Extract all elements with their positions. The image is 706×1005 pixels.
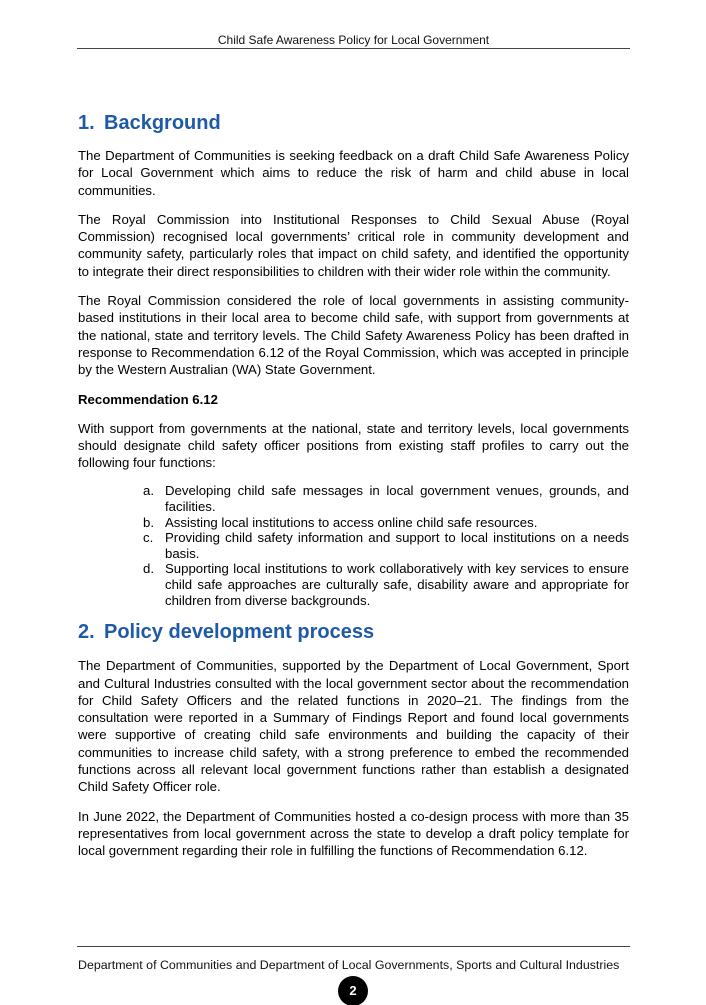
section-number: 2. <box>78 621 95 644</box>
paragraph: The Royal Commission considered the role of local governments in assisting community-based institutions in their local area to become child safe, with support from governments at the national, state and territory levels. The Child Safety Awareness Policy has been drafted in response to Recommendation 6.12 of the Royal Commission, which was accepted in principle by the Western Australian (WA) State Government. <box>78 293 629 378</box>
recommendation-heading: Recommendation 6.12 <box>78 391 218 407</box>
list-marker: d. <box>143 561 154 577</box>
list-item-text: Supporting local institutions to work collaboratively with key services to ensure child safe approaches are culturally safe, disability aware and appropriate for children from diverse backgrounds. <box>165 561 629 608</box>
running-header: Child Safe Awareness Policy for Local Government <box>217 33 490 47</box>
section-number: 1. <box>78 112 95 134</box>
paragraph: The Department of Communities is seeking feedback on a draft Child Safe Awareness Policy for Local Government which aims to reduce the risk of harm and child abuse in local communities. <box>78 148 629 198</box>
list-item <box>143 530 629 561</box>
running-footer: Department of Communities and Department of Local Governments, Sports and Cultural Industries <box>78 958 620 972</box>
list-item-text: Developing child safe messages in local government venues, grounds, and facilities. <box>165 483 629 515</box>
page-number-badge: 2 <box>338 976 368 1005</box>
paragraph: The Royal Commission into Institutional Responses to Child Sexual Abuse (Royal Commission) recognised local governments’ critical role in community development and community safety, particularly roles that impact on child safety, and identified the opportunity to integrate their direct responsibilities to children with their wider role within the community. <box>78 211 629 279</box>
page-content <box>78 111 629 859</box>
paragraph: The Department of Communities, supported by the Department of Local Government, Sport and Cultural Industries consulted with the local government sector about the recommendation for Child Safety Officers and the related functions in 2020–21. The findings from the consultation were reported in a Summary of Findings Report and found local governments were supportive of creating child safe environments and building the capacity of their communities to increase child safety, with a strong preference to embed the recommended functions across all relevant local government functions rather than establish a designated Child Safety Officer role. <box>78 658 629 795</box>
functions-list <box>143 483 629 608</box>
section-title: Policy development process <box>104 621 375 644</box>
header-rule <box>77 48 630 49</box>
list-marker: a. <box>143 483 154 499</box>
list-marker: c. <box>143 530 154 546</box>
list-item-text: Assisting local institutions to access online child safe resources. <box>165 514 538 530</box>
paragraph: In June 2022, the Department of Communities hosted a co-design process with more than 35 representatives from local government across the state to develop a draft policy template for local government regarding their role in fulfilling the functions of Recommendation 6.12. <box>78 808 629 859</box>
list-item <box>143 561 629 608</box>
section-title: Background <box>104 112 221 134</box>
list-item-text: Providing child safety information and support to local institutions on a needs basis. <box>165 530 629 561</box>
recommendation-text: With support from governments at the national, state and territory levels, local governments should designate child safety officer positions from existing staff profiles to carry out the following four functions: <box>78 420 629 471</box>
footer-rule <box>77 946 630 947</box>
list-marker: b. <box>143 514 154 530</box>
list-item <box>143 514 629 531</box>
section-heading-background <box>78 111 629 135</box>
list-item <box>143 483 629 515</box>
section-heading-policy-development <box>78 620 629 644</box>
